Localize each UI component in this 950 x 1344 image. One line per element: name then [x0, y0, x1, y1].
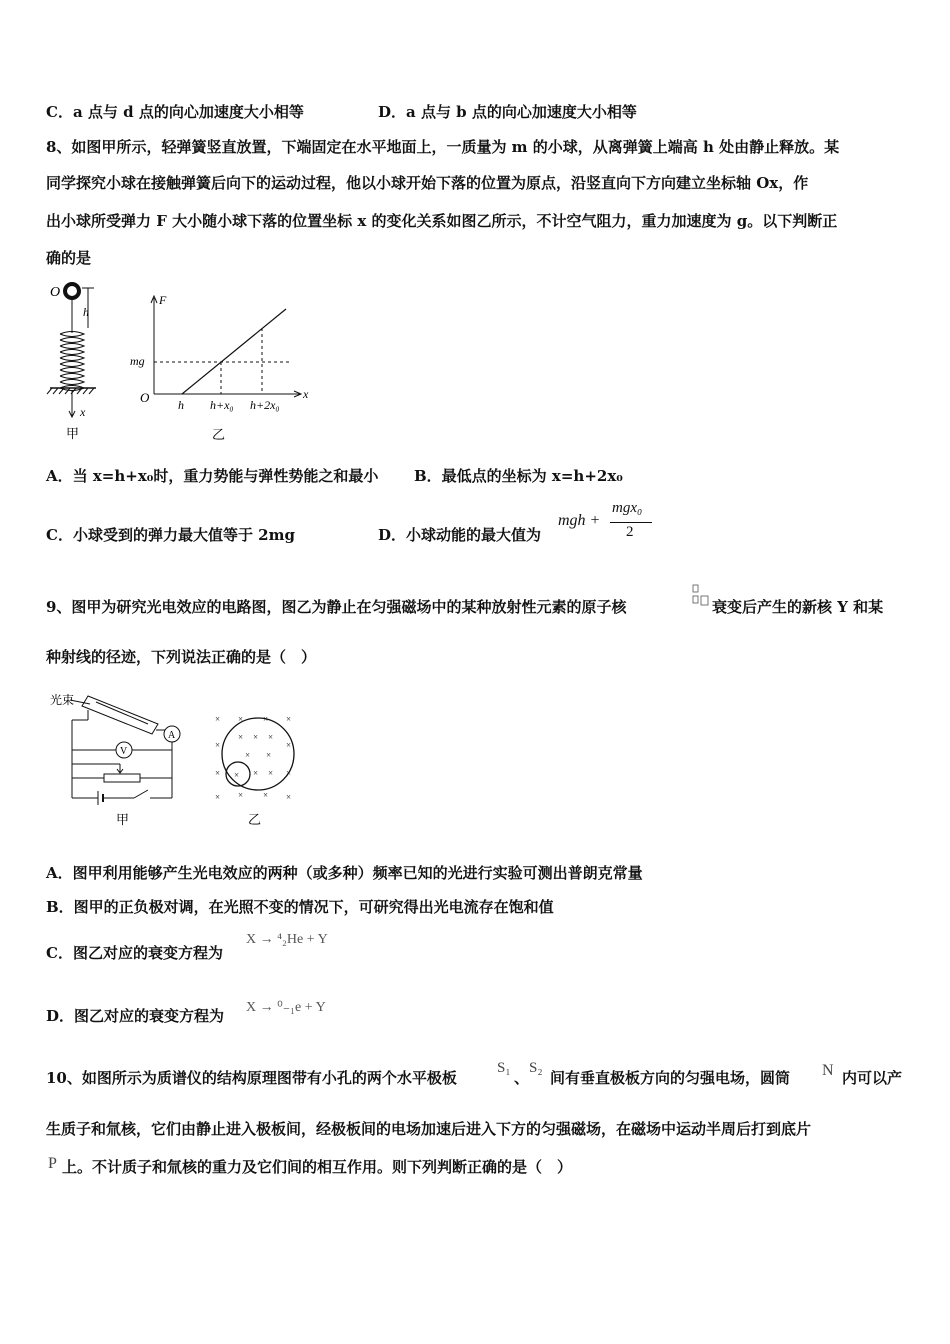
q10-n: N — [822, 1062, 834, 1079]
svg-text:×: × — [266, 750, 272, 760]
q9-option-a: A．图甲利用能够产生光电效应的两种（或多种）频率已知的光进行实验可测出普朗克常量 — [46, 864, 643, 882]
q8-stem-line-4: 确的是 — [46, 249, 92, 267]
svg-text:×: × — [268, 732, 274, 742]
q9-stem-line-2: 种射线的径迹，下列说法正确的是（ ） — [46, 648, 317, 666]
q8-option-c: C．小球受到的弹力最大值等于 2mg — [46, 526, 295, 544]
nucleus-placeholder — [690, 584, 710, 610]
q10-s1: S₁ — [497, 1060, 511, 1076]
q8-stem-line-1: 8、如图甲所示，轻弹簧竖直放置，下端固定在水平地面上，一质量为 m 的小球，从离弹簧上端高 h 处由静止释放。某 — [46, 138, 840, 156]
tick-h-x0: h+x₀ — [210, 398, 234, 412]
ground-hatch — [47, 388, 94, 394]
fig-caption-jia: 甲 — [66, 426, 80, 441]
spring-coil — [60, 332, 84, 391]
graph-label-x: x — [303, 387, 309, 401]
graph-label-mg: mg — [130, 354, 145, 368]
svg-text:×: × — [253, 732, 259, 742]
fig-label-o: O — [50, 285, 61, 300]
q10-s2: S₂ — [529, 1060, 543, 1076]
q10-separator: 、 — [514, 1069, 530, 1087]
tick-h: h — [178, 398, 184, 412]
svg-text:×: × — [268, 768, 274, 778]
svg-text:×: × — [263, 790, 269, 800]
svg-text:×: × — [286, 740, 292, 750]
q10-stem-line-1a: 10、如图所示为质谱仪的结构原理图带有小孔的两个水平极板 — [46, 1069, 457, 1087]
force-line — [182, 309, 286, 394]
q8-figure-graph — [128, 292, 318, 448]
formula-numerator: mgx₀ — [612, 500, 643, 516]
q7-option-c: C．a 点与 d 点的向心加速度大小相等 — [46, 103, 304, 121]
fig-caption-jia: 甲 — [116, 812, 130, 827]
formula-lead: mgh + — [558, 512, 601, 529]
svg-text:×: × — [215, 768, 221, 778]
svg-text:×: × — [234, 770, 240, 780]
q9-option-d-equation: X → ⁰₋₁e + Y — [246, 1000, 326, 1015]
formula-denominator: 2 — [626, 524, 634, 540]
beam-label: 光束 — [50, 693, 75, 707]
q10-stem-line-3: 上。不计质子和氚核的重力及它们间的相互作用。则下列判断正确的是（ ） — [62, 1158, 573, 1176]
svg-text:×: × — [215, 714, 221, 724]
svg-text:×: × — [215, 792, 221, 802]
q8-option-a: A．当 x=h+x₀时，重力势能与弹性势能之和最小 — [46, 467, 379, 485]
field-crosses — [215, 714, 291, 802]
fig-label-x: x — [80, 405, 86, 419]
q10-stem-line-1b: 间有垂直极板方向的匀强电场，圆筒 — [550, 1069, 791, 1087]
q9-option-b: B．图甲的正负极对调，在光照不变的情况下，可研究得出光电流存在饱和值 — [46, 898, 554, 916]
q8-stem-line-2: 同学探究小球在接触弹簧后向下的运动过程，他以小球开始下落的位置为原点，沿竖直向下方向建立坐标轴 Ox，作 — [46, 174, 809, 192]
svg-text:×: × — [215, 740, 221, 750]
fig-caption-yi: 乙 — [248, 812, 262, 827]
q9-option-c: C．图乙对应的衰变方程为 — [46, 944, 223, 962]
q9-stem-line-1b: 衰变后产生的新核 Y 和某 — [712, 598, 884, 616]
q10-stem-line-2: 生质子和氚核，它们由静止进入极板间，经极板间的电场加速后进入下方的匀强磁场，在磁场中运动半周后打到底片 — [46, 1120, 812, 1138]
fig-caption-yi: 乙 — [212, 427, 226, 442]
graph-label-f: F — [159, 293, 167, 307]
svg-text:×: × — [286, 792, 292, 802]
ammeter-label: A — [168, 730, 176, 741]
svg-text:×: × — [245, 750, 251, 760]
q9-option-c-equation: X → ⁴₂He + Y — [246, 932, 328, 947]
q8-figure-spring — [40, 278, 110, 448]
q8-stem-line-3: 出小球所受弹力 F 大小随小球下落的位置坐标 x 的变化关系如图乙所示，不计空气阻力，重力加速度为 g。以下判断正 — [46, 212, 838, 230]
phototube-inner — [96, 702, 148, 724]
switch — [134, 790, 148, 798]
svg-text:×: × — [253, 768, 259, 778]
voltmeter-label: V — [120, 746, 128, 757]
q10-stem-line-1c: 内可以产 — [842, 1069, 903, 1087]
q9-figure-tracks — [208, 710, 303, 830]
q8-option-d-formula — [558, 500, 658, 548]
q8-option-b: B．最低点的坐标为 x=h+2x₀ — [414, 467, 623, 485]
svg-text:×: × — [286, 714, 292, 724]
tick-h-2x0: h+2x₀ — [250, 398, 280, 412]
svg-text:×: × — [263, 714, 269, 724]
rheostat — [104, 774, 140, 782]
svg-text:×: × — [286, 768, 292, 778]
svg-text:×: × — [238, 714, 244, 724]
svg-text:×: × — [238, 732, 244, 742]
svg-text:×: × — [238, 790, 244, 800]
phototube — [82, 696, 158, 734]
graph-label-o: O — [140, 390, 150, 405]
fig-label-h: h — [83, 305, 89, 319]
q8-option-d: D．小球动能的最大值为 — [378, 526, 542, 544]
q9-stem-line-1a: 9、图甲为研究光电效应的电路图，图乙为静止在匀强磁场中的某种放射性元素的原子核 — [46, 598, 627, 616]
large-track — [222, 718, 294, 790]
ball — [65, 284, 79, 298]
q10-p: P — [48, 1155, 57, 1172]
q9-option-d: D．图乙对应的衰变方程为 — [46, 1007, 225, 1025]
slider — [117, 764, 123, 773]
fraction-bar — [610, 522, 652, 523]
q9-figure-circuit — [48, 680, 198, 830]
q7-option-d: D．a 点与 b 点的向心加速度大小相等 — [378, 103, 637, 121]
